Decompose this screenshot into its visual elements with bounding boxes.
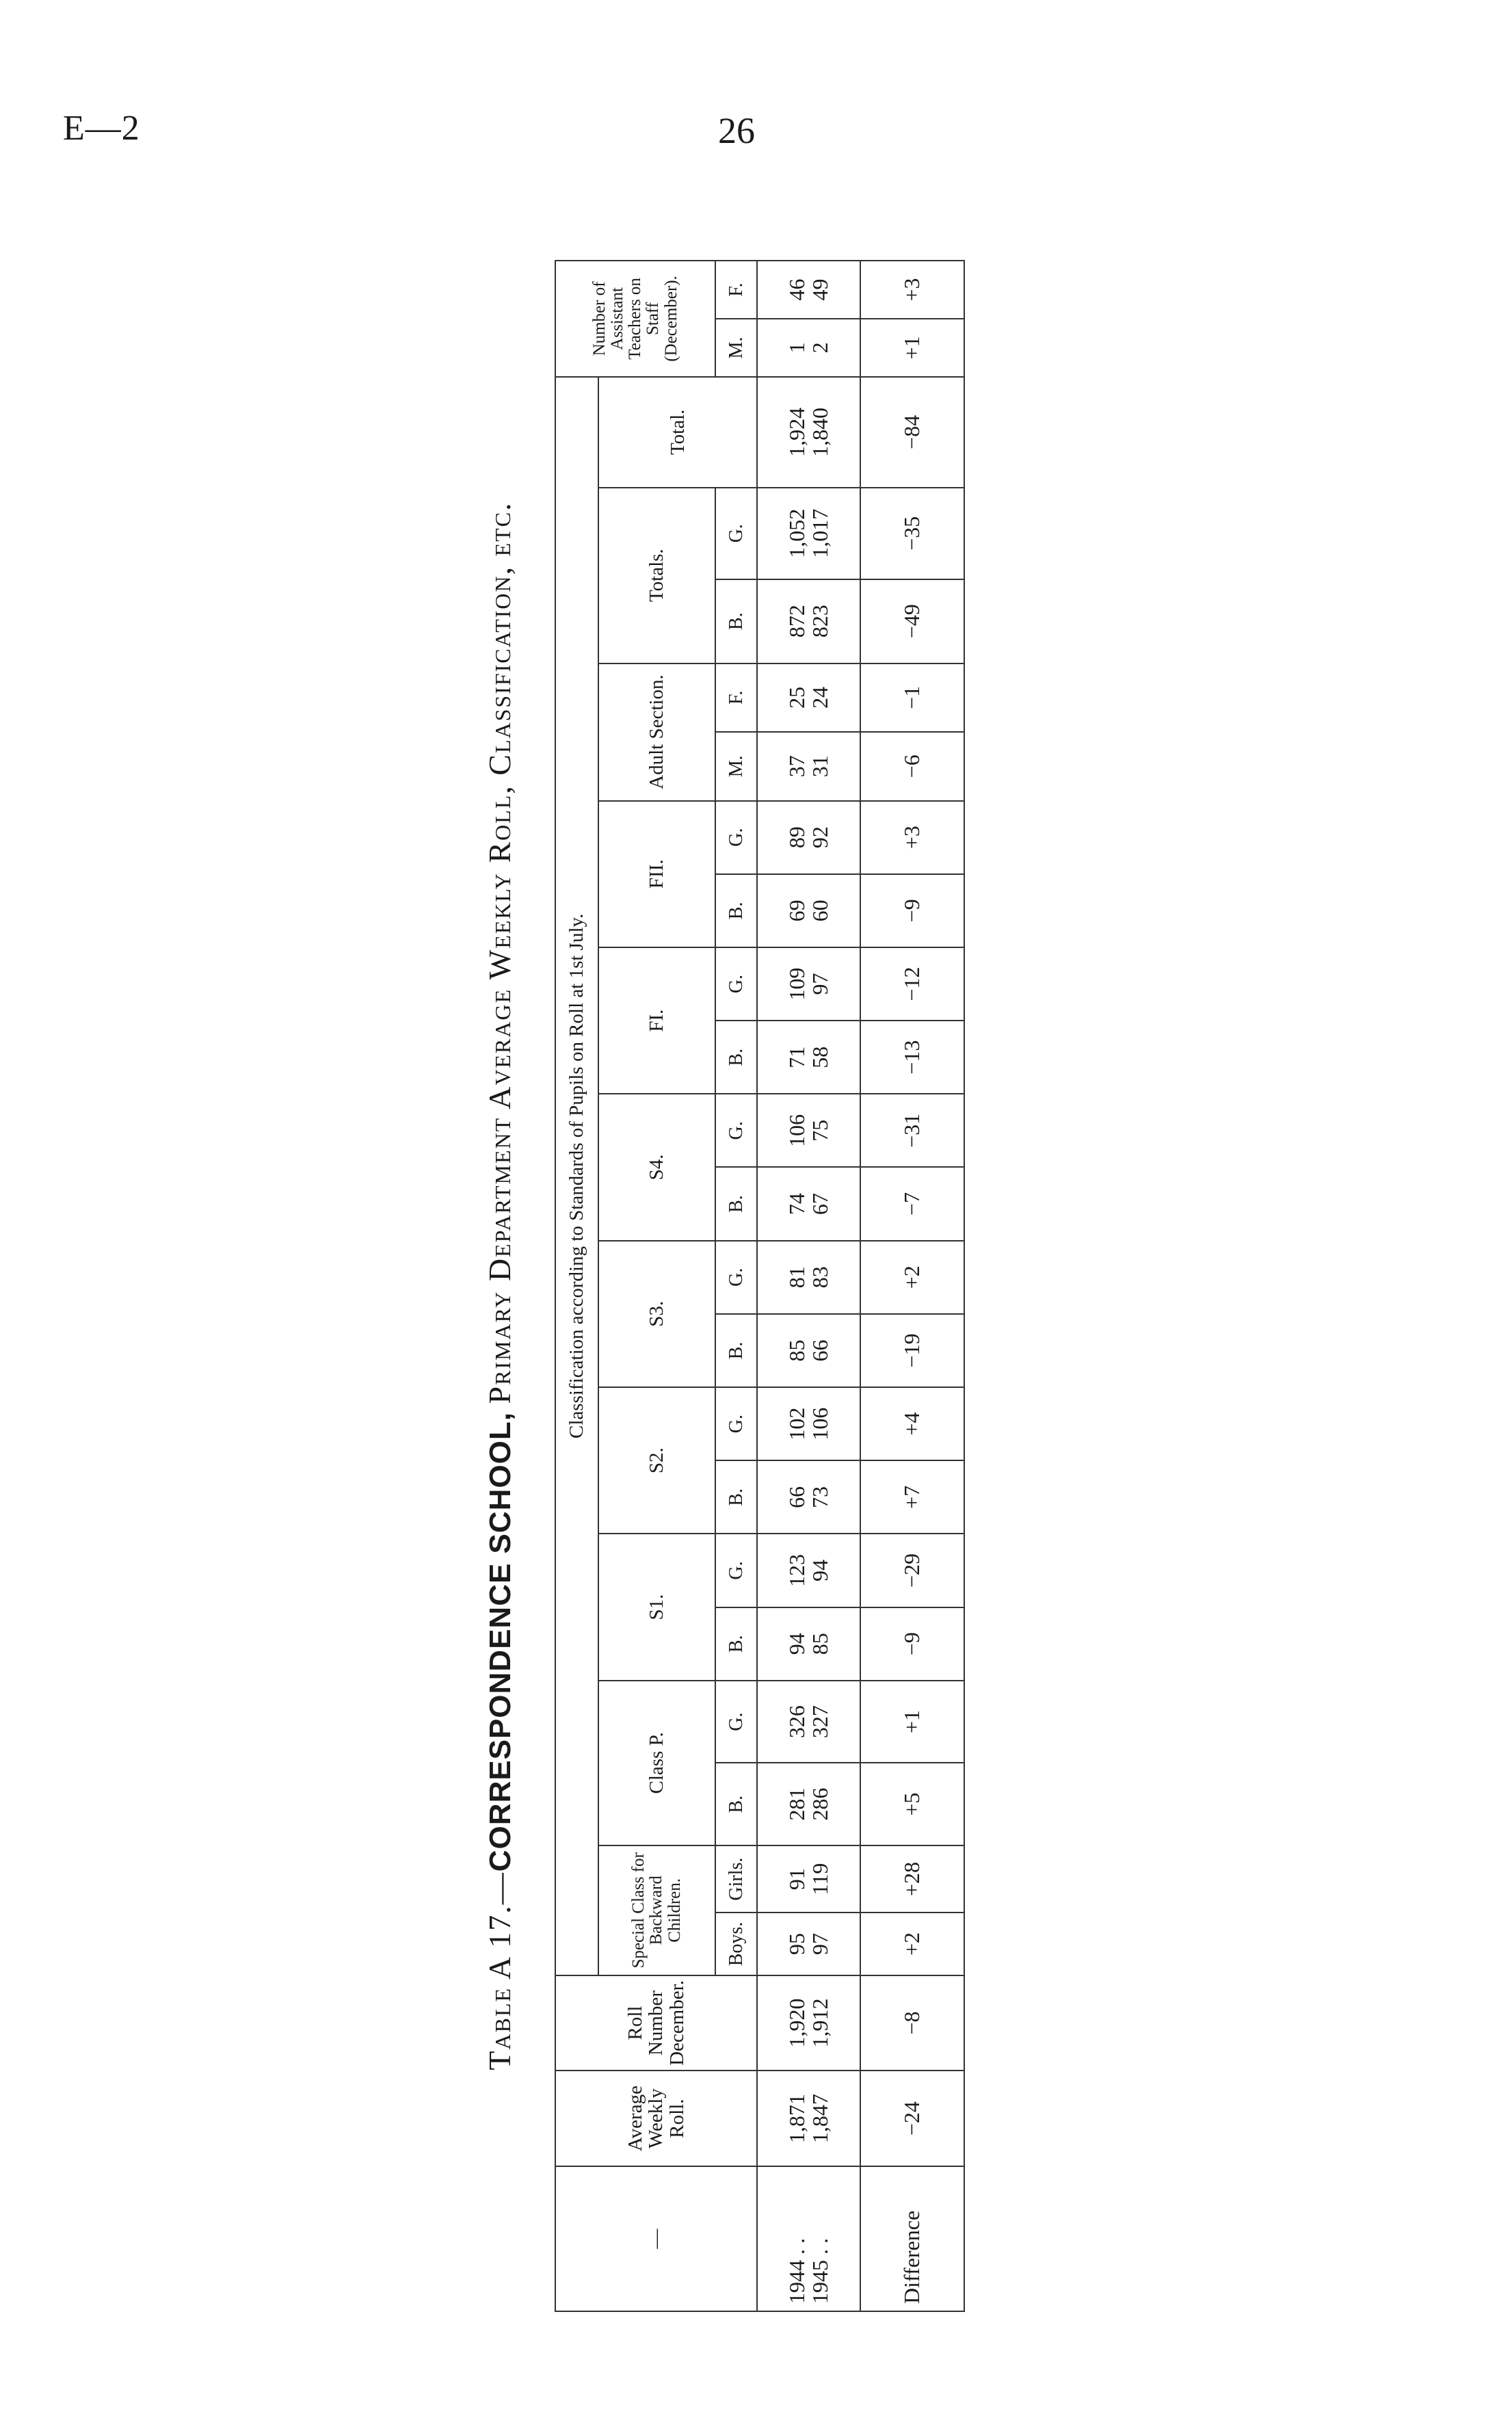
diff-s3-b: −19 [860, 1314, 964, 1387]
f2-g-cell: 89 92 [757, 801, 861, 874]
sub-f2-b: B. [715, 874, 757, 947]
sub-s3-g: G. [715, 1241, 757, 1314]
diff-s2-b: +7 [860, 1460, 964, 1534]
sub-boys: Boys. [715, 1913, 757, 1975]
class-p-header: Class P. [598, 1681, 716, 1845]
classification-header: Classification according to Standards of Pupils on Roll at 1st July. [555, 377, 598, 1975]
totals-b-cell: 872 823 [757, 579, 861, 663]
adult-section-header: Adult Section. [598, 663, 716, 801]
diff-s1-b: −9 [860, 1607, 964, 1681]
row-year-labels [757, 2166, 861, 2311]
sub-s1-g: G. [715, 1534, 757, 1607]
roll-december-header: Roll Number December. [555, 1975, 757, 2071]
diff-s1-g: −29 [860, 1534, 964, 1607]
class-p-g-cell: 326 327 [757, 1681, 861, 1763]
total-header: Total. [598, 377, 757, 488]
table-row [757, 261, 861, 2311]
diff-avg-roll: −24 [860, 2071, 964, 2166]
adult-f-cell: 25 24 [757, 663, 861, 732]
diff-special-girls: +28 [860, 1845, 964, 1913]
diff-adult-f: −1 [860, 663, 964, 732]
total-cell: 1,924 1,840 [757, 377, 861, 488]
totals-g-cell: 1,052 1,017 [757, 488, 861, 579]
diff-s2-g: +4 [860, 1387, 964, 1460]
sub-adult-m: M. [715, 732, 757, 800]
sub-f1-b: B. [715, 1021, 757, 1094]
s3-g-cell: 81 83 [757, 1241, 861, 1314]
page-code: E—2 [63, 109, 140, 148]
s4-g-cell: 106 75 [757, 1094, 861, 1167]
teachers-header: Number of Assistant Teachers on Staff (December). [555, 261, 715, 377]
sub-totals-b: B. [715, 579, 757, 663]
totals-header: Totals. [598, 488, 716, 663]
sub-s3-b: B. [715, 1314, 757, 1387]
table-title [469, 260, 531, 2312]
s3-b-cell: 85 66 [757, 1314, 861, 1387]
s1-b-cell: 94 85 [757, 1607, 861, 1681]
sub-p-b: B. [715, 1763, 757, 1845]
year-1944-label: 1944 . . [784, 2238, 810, 2304]
special-girls-cell: 91 119 [757, 1845, 861, 1913]
diff-totals-b: −49 [860, 579, 964, 663]
f1-header: FI. [598, 947, 716, 1094]
table-title-rest: Primary Department Average Weekly Roll, Classification, etc. [482, 501, 517, 1404]
f2-header: FII. [598, 801, 716, 947]
diff-s4-b: −7 [860, 1167, 964, 1240]
table-title-bold: CORRESPONDENCE SCHOOL, [483, 1412, 517, 1872]
special-class-header: Special Class for Backward Children. [598, 1845, 716, 1975]
f2-b-cell: 69 60 [757, 874, 861, 947]
f1-g-cell: 109 97 [757, 947, 861, 1021]
diff-roll-december: −8 [860, 1975, 964, 2071]
sub-girls: Girls. [715, 1845, 757, 1913]
page-number: 26 [718, 110, 755, 151]
sub-s4-g: G. [715, 1094, 757, 1167]
s1-g-cell: 123 94 [757, 1534, 861, 1607]
sub-totals-g: G. [715, 488, 757, 579]
sub-f2-g: G. [715, 801, 757, 874]
avg-roll-cell: 1,871 1,847 [757, 2071, 861, 2166]
adult-m-cell: 37 31 [757, 732, 861, 800]
special-boys-cell: 95 97 [757, 1913, 861, 1975]
s1-header: S1. [598, 1534, 716, 1680]
diff-teachers-m: +1 [860, 319, 964, 377]
s4-header: S4. [598, 1094, 716, 1240]
diff-f2-b: −9 [860, 874, 964, 947]
diff-total: −84 [860, 377, 964, 488]
diff-f1-g: −12 [860, 947, 964, 1021]
sub-f1-g: G. [715, 947, 757, 1021]
teachers-f-cell: 46 49 [757, 261, 861, 319]
sub-s2-b: B. [715, 1460, 757, 1534]
sub-teachers-m: M. [715, 319, 757, 377]
sub-p-g: G. [715, 1681, 757, 1763]
table-title-prefix: Table A 17.— [482, 1871, 517, 2071]
table-row-difference [860, 261, 964, 2311]
f1-b-cell: 71 58 [757, 1021, 861, 1094]
s2-header: S2. [598, 1387, 716, 1534]
diff-f2-g: +3 [860, 801, 964, 874]
s3-header: S3. [598, 1241, 716, 1387]
statistics-table [555, 260, 965, 2312]
diff-class-p-b: +5 [860, 1763, 964, 1845]
diff-totals-g: −35 [860, 488, 964, 579]
teachers-m-cell: 1 2 [757, 319, 861, 377]
year-1945-label: 1945 . . [807, 2238, 832, 2304]
diff-f1-b: −13 [860, 1021, 964, 1094]
diff-adult-m: −6 [860, 732, 964, 800]
difference-label: Difference [860, 2166, 964, 2311]
diff-special-boys: +2 [860, 1913, 964, 1975]
avg-roll-header: Average Weekly Roll. [555, 2071, 757, 2166]
diff-teachers-f: +3 [860, 261, 964, 319]
stub-header: — [555, 2166, 757, 2311]
sub-s2-g: G. [715, 1387, 757, 1460]
class-p-b-cell: 281 286 [757, 1763, 861, 1845]
diff-s4-g: −31 [860, 1094, 964, 1167]
sub-s1-b: B. [715, 1607, 757, 1681]
s2-g-cell: 102 106 [757, 1387, 861, 1460]
sub-s4-b: B. [715, 1167, 757, 1240]
s4-b-cell: 74 67 [757, 1167, 861, 1240]
s2-b-cell: 66 73 [757, 1460, 861, 1534]
roll-december-cell: 1,920 1,912 [757, 1975, 861, 2071]
sub-teachers-f: F. [715, 261, 757, 319]
sub-adult-f: F. [715, 663, 757, 732]
rotated-table-block [469, 260, 975, 2312]
diff-s3-g: +2 [860, 1241, 964, 1314]
diff-class-p-g: +1 [860, 1681, 964, 1763]
